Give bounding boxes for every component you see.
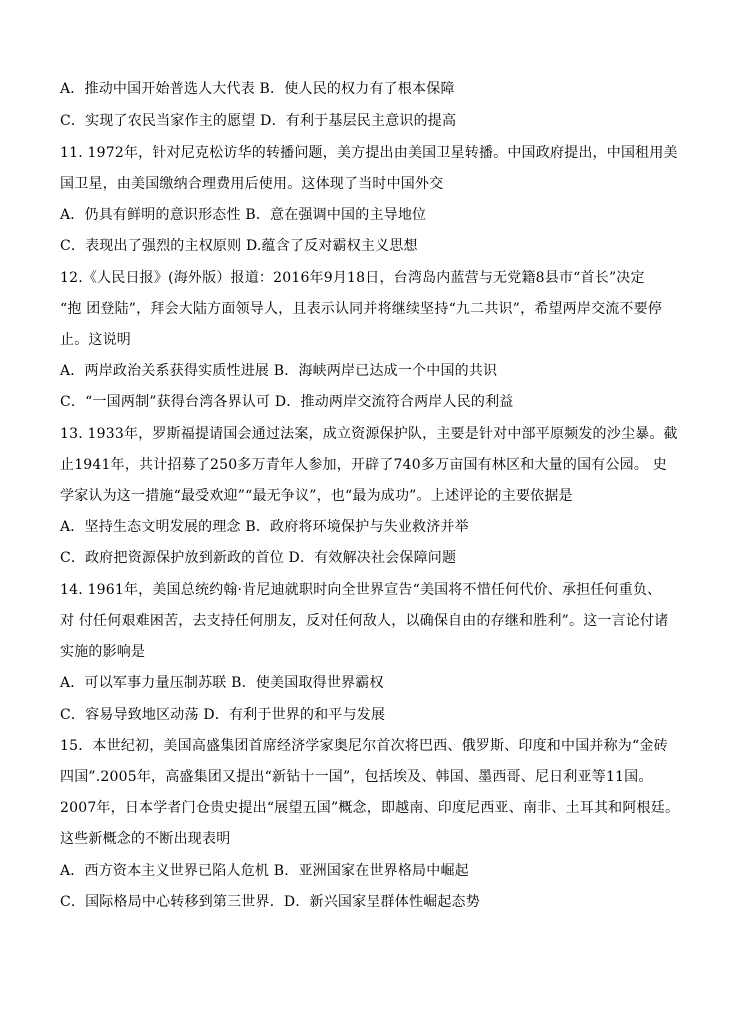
question-11-line-2: 国卫星，由美国缴纳合理费用后使用。这体现了当时中国外交 [60, 176, 444, 192]
question-13-line-3: 学家认为这一措施“最受欢迎”“最无争议”，也“最为成功”。上述评论的主要依据是 [60, 488, 573, 504]
option-line-13ab: A．坚持生态文明发展的理念 B．政府将环境保护与失业救济并举 [60, 519, 469, 535]
option-line-13cd: C．政府把资源保护放到新政的首位 D．有效解决社会保障问题 [60, 550, 457, 566]
question-15-line-2: 四国”.2005年，高盛集团又提出“新钻十一国”，包括埃及、韩国、墨西哥、尼日利亚等11国。 [60, 769, 653, 785]
option-line-15ab: A．西方资本主义世界已陷人危机 B．亚洲国家在世界格局中崛起 [60, 863, 469, 879]
option-line-10ab: A．推动中国开始普选人大代表 B．使人民的权力有了根本保障 [60, 81, 455, 97]
option-line-10cd: C．实现了农民当家作主的愿望 D．有利于基层民主意识的提高 [60, 113, 457, 129]
question-11-line-1: 11. 1972年，针对尼克松访华的转播问题，美方提出由美国卫星转播。中国政府提出，中国租用美 [60, 145, 678, 161]
question-12-line-3: 止。这说明 [60, 332, 131, 348]
option-line-15cd: C．国际格局中心转移到第三世界．D．新兴国家呈群体性崛起态势 [60, 894, 480, 910]
question-12-line-1: 12.《人民日报》(海外版）报道：2016年9月18日，台湾岛内蓝营与无党籍8县市“首长”决定 [60, 270, 645, 286]
option-line-12cd: C．“一国两制”获得台湾各界认可 D．推动两岸交流符合两岸人民的利益 [60, 394, 514, 410]
question-15-line-1: 15．本世纪初，美国高盛集团首席经济学家奥尼尔首次将巴西、俄罗斯、印度和中国并称为“金砖 [60, 738, 668, 754]
option-line-14cd: C．容易导致地区动荡 D．有利于世界的和平与发展 [60, 707, 386, 723]
question-13-line-2: 止1941年，共计招募了250多万青年人参加，开辟了740多万亩国有林区和大量的国有公园。 史 [60, 457, 667, 473]
option-line-14ab: A．可以军事力量压制苏联 B．使美国取得世界霸权 [60, 675, 384, 691]
question-15-line-4: 这些新概念的不断出现表明 [60, 831, 231, 847]
option-line-11cd: C．表现出了强烈的主权原则 D.蕴含了反对霸权主义思想 [60, 238, 418, 254]
question-14-line-1: 14. 1961年，美国总统约翰·肯尼迪就职时向全世界宣告“美国将不惜任何代价、承担任何重负、 [60, 582, 662, 598]
question-13-line-1: 13. 1933年，罗斯福提请国会通过法案，成立资源保护队，主要是针对中部平原频发的沙尘暴。截 [60, 426, 678, 442]
question-14-line-3: 实施的影响是 [60, 644, 146, 660]
question-15-line-3: 2007年，日本学者门仓贵史提出“展望五国”概念，即越南、印度尼西亚、南非、土耳其和阿根廷。 [60, 800, 680, 816]
option-line-12ab: A．两岸政治关系获得实质性进展 B．海峡两岸已达成一个中国的共识 [60, 363, 498, 379]
option-line-11ab: A．仍具有鲜明的意识形态性 B．意在强调中国的主导地位 [60, 207, 427, 223]
question-14-line-2: 对 付任何艰难困苦，去支持任何朋友，反对任何敌人，以确保自由的存继和胜利”。这一言论付诸 [60, 613, 669, 629]
question-12-line-2: “抱 团登陆”，拜会大陆方面领导人，且表示认同并将继续坚持“九二共识”，希望两岸交流不要停 [60, 301, 663, 317]
